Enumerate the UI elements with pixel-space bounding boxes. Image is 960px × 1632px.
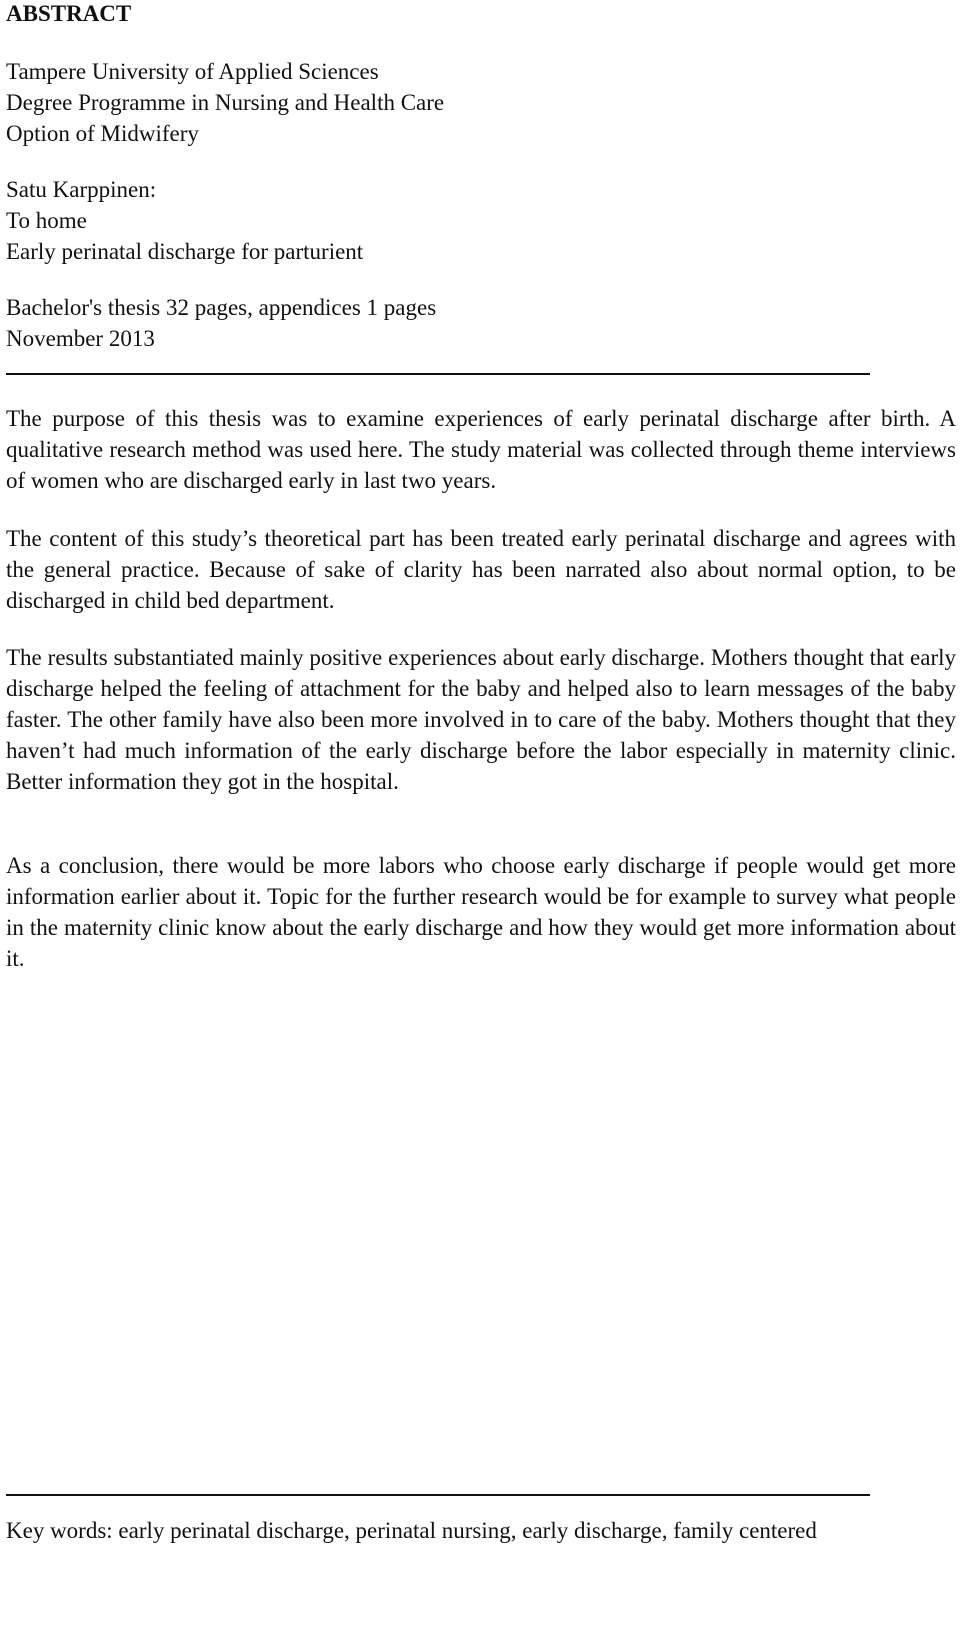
abstract-paragraph-2: The content of this study’s theoretical part has been treated early perinatal discharge and agrees with the general practice. Because of sake of clarity has been narrated also about normal option, to be discharged in child bed department.	[6, 526, 956, 613]
author-name: Satu Karppinen:	[6, 177, 157, 202]
bottom-divider	[6, 1494, 870, 1496]
programme-option: Option of Midwifery	[6, 121, 199, 146]
thesis-title-line-1: To home	[6, 208, 87, 233]
thesis-title-line-2: Early perinatal discharge for parturient	[6, 239, 364, 264]
abstract-paragraph-4: As a conclusion, there would be more labors who choose early discharge if people would get more information earlier about it. Topic for the further research would be for example to survey what people in the maternity clinic know about the early discharge and how they would get more information about it.	[6, 853, 956, 971]
thesis-date: November 2013	[6, 326, 155, 351]
author-title-block	[6, 174, 363, 267]
thesis-pages: Bachelor's thesis 32 pages, appendices 1 pages	[6, 295, 437, 320]
abstract-heading: ABSTRACT	[6, 1, 132, 26]
university-name: Tampere University of Applied Sciences	[6, 59, 379, 84]
top-divider	[6, 373, 870, 375]
abstract-paragraph-1: The purpose of this thesis was to examine experiences of early perinatal discharge after birth. A qualitative research method was used here. The study material was collected through theme interviews of women who are discharged early in last two years.	[6, 406, 956, 493]
abstract-paragraph-3: The results substantiated mainly positive experiences about early discharge. Mothers thought that early discharge helped the feeling of attachment for the baby and helped also to learn messages of the baby faster. The other family have also been more involved in to care of the baby. Mothers thought that they haven’t had much information of the early discharge before the labor especially in maternity clinic. Better information they got in the hospital.	[6, 645, 956, 794]
thesis-info-block	[6, 292, 436, 354]
institution-block	[6, 56, 444, 149]
degree-programme: Degree Programme in Nursing and Health Care	[6, 90, 445, 115]
keywords: Key words: early perinatal discharge, perinatal nursing, early discharge, family centered	[6, 1518, 817, 1543]
